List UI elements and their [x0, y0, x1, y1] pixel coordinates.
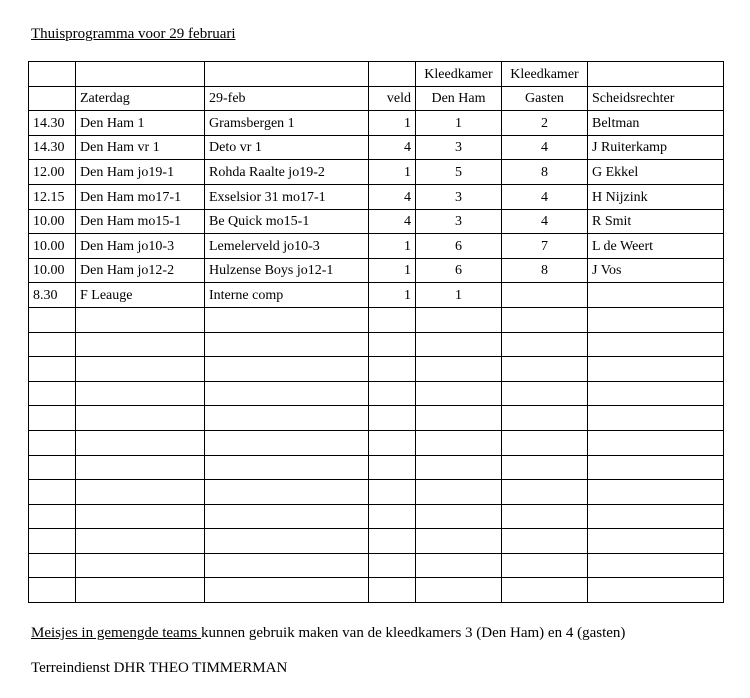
cell-time: 10.00 [29, 258, 76, 283]
empty-cell [369, 504, 416, 529]
empty-cell [502, 406, 588, 431]
empty-cell [588, 307, 724, 332]
cell-veld: 4 [369, 135, 416, 160]
empty-cell [502, 480, 588, 505]
table-row [29, 283, 724, 308]
cell-home-team: Den Ham mo17-1 [76, 184, 205, 209]
empty-cell [205, 480, 369, 505]
header-cell-empty [205, 62, 369, 87]
cell-kleedkamer-den-ham: 3 [416, 135, 502, 160]
empty-table-row [29, 455, 724, 480]
cell-away-team: Rohda Raalte jo19-2 [205, 160, 369, 185]
cell-kleedkamer-gasten: 4 [502, 209, 588, 234]
cell-referee: J Ruiterkamp [588, 135, 724, 160]
cell-away-team: Exselsior 31 mo17-1 [205, 184, 369, 209]
cell-home-team: Den Ham jo12-2 [76, 258, 205, 283]
empty-table-row [29, 406, 724, 431]
empty-cell [369, 406, 416, 431]
empty-cell [205, 529, 369, 554]
table-row [29, 258, 724, 283]
empty-cell [588, 480, 724, 505]
empty-table-row [29, 332, 724, 357]
empty-cell [416, 332, 502, 357]
empty-cell [502, 578, 588, 603]
empty-table-row [29, 578, 724, 603]
table-row [29, 209, 724, 234]
cell-veld: 1 [369, 283, 416, 308]
cell-veld: 1 [369, 258, 416, 283]
cell-time: 10.00 [29, 209, 76, 234]
empty-cell [76, 357, 205, 382]
cell-time: 12.00 [29, 160, 76, 185]
empty-table-row [29, 553, 724, 578]
empty-cell [29, 529, 76, 554]
empty-cell [588, 504, 724, 529]
header-cell-empty [588, 62, 724, 87]
cell-home-team: F Leauge [76, 283, 205, 308]
cell-kleedkamer-gasten: 7 [502, 234, 588, 259]
empty-cell [205, 307, 369, 332]
page-title: Thuisprogramma voor 29 februari [31, 26, 236, 42]
cell-kleedkamer-den-ham: 3 [416, 184, 502, 209]
empty-cell [29, 381, 76, 406]
cell-kleedkamer-den-ham: 3 [416, 209, 502, 234]
cell-away-team: Hulzense Boys jo12-1 [205, 258, 369, 283]
empty-cell [416, 455, 502, 480]
empty-cell [369, 455, 416, 480]
header-row-1 [29, 62, 724, 87]
header-home: Zaterdag [76, 86, 205, 111]
empty-cell [416, 529, 502, 554]
cell-home-team: Den Ham mo15-1 [76, 209, 205, 234]
empty-cell [502, 332, 588, 357]
header-referee: Scheidsrechter [588, 86, 724, 111]
cell-kleedkamer-gasten [502, 283, 588, 308]
empty-cell [29, 332, 76, 357]
cell-time: 14.30 [29, 111, 76, 136]
empty-cell [416, 504, 502, 529]
empty-cell [76, 307, 205, 332]
empty-cell [502, 357, 588, 382]
empty-table-row [29, 307, 724, 332]
header-den-ham: Den Ham [416, 86, 502, 111]
cell-kleedkamer-den-ham: 5 [416, 160, 502, 185]
empty-cell [588, 381, 724, 406]
empty-table-row [29, 504, 724, 529]
schedule-table [28, 61, 724, 603]
empty-cell [416, 307, 502, 332]
header-kleedkamer-gasten: Kleedkamer [502, 62, 588, 87]
empty-cell [588, 455, 724, 480]
header-gasten: Gasten [502, 86, 588, 111]
cell-home-team: Den Ham vr 1 [76, 135, 205, 160]
empty-cell [502, 307, 588, 332]
cell-away-team: Deto vr 1 [205, 135, 369, 160]
cell-home-team: Den Ham 1 [76, 111, 205, 136]
cell-kleedkamer-gasten: 8 [502, 160, 588, 185]
empty-cell [588, 553, 724, 578]
cell-referee: R Smit [588, 209, 724, 234]
empty-cell [205, 504, 369, 529]
empty-cell [29, 455, 76, 480]
cell-away-team: Be Quick mo15-1 [205, 209, 369, 234]
empty-cell [502, 455, 588, 480]
cell-veld: 1 [369, 160, 416, 185]
empty-cell [416, 430, 502, 455]
empty-cell [29, 504, 76, 529]
note-rest: kunnen gebruik maken van de kleedkamers 3 (Den Ham) en 4 (gasten) [200, 625, 626, 641]
empty-cell [369, 381, 416, 406]
empty-cell [588, 430, 724, 455]
empty-cell [416, 553, 502, 578]
empty-cell [588, 406, 724, 431]
changing-room-note [31, 625, 625, 642]
note-underlined: Meisjes in gemengde teams [31, 625, 201, 641]
empty-cell [76, 504, 205, 529]
empty-cell [369, 578, 416, 603]
empty-cell [369, 357, 416, 382]
empty-cell [502, 430, 588, 455]
cell-kleedkamer-gasten: 8 [502, 258, 588, 283]
cell-referee: H Nijzink [588, 184, 724, 209]
empty-cell [588, 332, 724, 357]
empty-cell [502, 529, 588, 554]
table-row [29, 184, 724, 209]
empty-table-row [29, 529, 724, 554]
cell-home-team: Den Ham jo19-1 [76, 160, 205, 185]
empty-cell [29, 357, 76, 382]
cell-time: 10.00 [29, 234, 76, 259]
empty-cell [416, 357, 502, 382]
empty-table-row [29, 430, 724, 455]
empty-cell [29, 578, 76, 603]
empty-cell [502, 381, 588, 406]
empty-table-row [29, 381, 724, 406]
empty-cell [369, 430, 416, 455]
empty-cell [588, 357, 724, 382]
empty-cell [205, 430, 369, 455]
empty-cell [369, 480, 416, 505]
cell-kleedkamer-den-ham: 6 [416, 234, 502, 259]
empty-cell [369, 332, 416, 357]
cell-referee: Beltman [588, 111, 724, 136]
empty-cell [205, 406, 369, 431]
empty-cell [502, 504, 588, 529]
empty-cell [29, 480, 76, 505]
cell-referee [588, 283, 724, 308]
cell-referee: L de Weert [588, 234, 724, 259]
table-row [29, 135, 724, 160]
empty-cell [205, 332, 369, 357]
cell-kleedkamer-gasten: 4 [502, 135, 588, 160]
empty-cell [29, 307, 76, 332]
cell-kleedkamer-gasten: 4 [502, 184, 588, 209]
header-row-2 [29, 86, 724, 111]
cell-kleedkamer-den-ham: 1 [416, 283, 502, 308]
terrain-duty: Terreindienst DHR THEO TIMMERMAN [31, 660, 288, 676]
empty-cell [76, 480, 205, 505]
cell-time: 14.30 [29, 135, 76, 160]
empty-cell [205, 357, 369, 382]
empty-table-row [29, 480, 724, 505]
cell-away-team: Lemelerveld jo10-3 [205, 234, 369, 259]
empty-cell [76, 553, 205, 578]
cell-kleedkamer-den-ham: 6 [416, 258, 502, 283]
header-cell-empty [29, 62, 76, 87]
table-row [29, 160, 724, 185]
empty-table-row [29, 357, 724, 382]
table-row [29, 234, 724, 259]
empty-cell [29, 553, 76, 578]
cell-time: 12.15 [29, 184, 76, 209]
empty-cell [416, 480, 502, 505]
cell-away-team: Interne comp [205, 283, 369, 308]
table-row [29, 111, 724, 136]
empty-cell [29, 406, 76, 431]
header-veld: veld [369, 86, 416, 111]
cell-veld: 4 [369, 184, 416, 209]
empty-cell [76, 332, 205, 357]
empty-cell [76, 430, 205, 455]
empty-cell [205, 578, 369, 603]
empty-cell [205, 553, 369, 578]
header-time [29, 86, 76, 111]
empty-cell [369, 307, 416, 332]
cell-veld: 1 [369, 234, 416, 259]
header-cell-empty [369, 62, 416, 87]
empty-cell [588, 529, 724, 554]
cell-away-team: Gramsbergen 1 [205, 111, 369, 136]
empty-cell [369, 529, 416, 554]
empty-cell [416, 406, 502, 431]
empty-cell [29, 430, 76, 455]
empty-cell [76, 406, 205, 431]
header-away: 29-feb [205, 86, 369, 111]
header-cell-empty [76, 62, 205, 87]
empty-cell [416, 578, 502, 603]
empty-cell [588, 578, 724, 603]
empty-cell [205, 381, 369, 406]
cell-veld: 4 [369, 209, 416, 234]
empty-cell [76, 529, 205, 554]
cell-time: 8.30 [29, 283, 76, 308]
cell-kleedkamer-gasten: 2 [502, 111, 588, 136]
cell-referee: J Vos [588, 258, 724, 283]
empty-cell [416, 381, 502, 406]
cell-veld: 1 [369, 111, 416, 136]
cell-kleedkamer-den-ham: 1 [416, 111, 502, 136]
empty-cell [76, 381, 205, 406]
empty-cell [205, 455, 369, 480]
cell-referee: G Ekkel [588, 160, 724, 185]
empty-cell [76, 455, 205, 480]
cell-home-team: Den Ham jo10-3 [76, 234, 205, 259]
header-kleedkamer-thuis: Kleedkamer [416, 62, 502, 87]
empty-cell [76, 578, 205, 603]
empty-cell [502, 553, 588, 578]
empty-cell [369, 553, 416, 578]
